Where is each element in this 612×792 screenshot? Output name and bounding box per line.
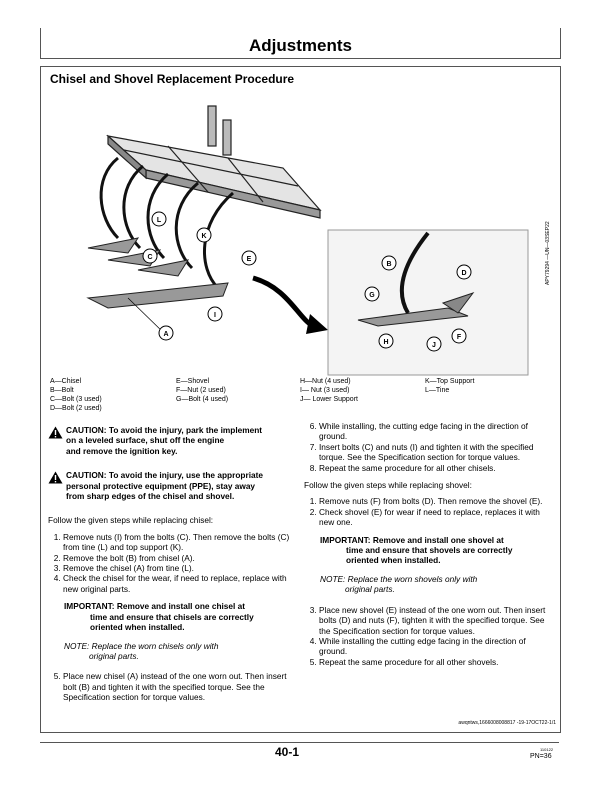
- footer-divider: [40, 742, 559, 743]
- shovel-steps: [304, 496, 550, 527]
- chisel-steps: [48, 532, 293, 594]
- list-item: 2. Check shovel (E) for wear if need to replace, replaces it with new one.: [319, 507, 550, 528]
- page-number: 40-1: [275, 745, 300, 759]
- list-item: 3. Place new shovel (E) instead of the one worn out. Then insert bolts (D) and nuts (F), tighten it with the specified torque. See the Specification section for torque values.: [319, 605, 550, 636]
- warning-icon: [48, 471, 63, 484]
- list-item: 2. Remove the bolt (B) from chisel (A).: [63, 553, 293, 563]
- list-item: 1. Remove nuts (I) from the bolts (C). Then remove the bolts (C) from tine (L) and top support (K).: [63, 532, 293, 553]
- list-item: 5. Repeat the same procedure for all other shovels.: [319, 657, 550, 667]
- cultivator-illustration: [48, 98, 538, 378]
- shovel-steps-continued: [304, 605, 550, 667]
- chisel-step-5: [48, 671, 293, 702]
- svg-text:J: J: [432, 342, 436, 349]
- figure-id: APY79294 —UN—03SEP22: [545, 221, 551, 285]
- section-title: Chisel and Shovel Replacement Procedure: [50, 72, 295, 86]
- legend-col-1: A—Chisel B—Bolt C—Bolt (3 used) D—Bolt (2 used): [50, 378, 102, 412]
- svg-text:A: A: [163, 331, 169, 338]
- svg-text:F: F: [456, 334, 462, 341]
- chisel-steps-continued: [304, 421, 550, 473]
- list-item: 4. While installing the cutting edge facing in the direction of ground.: [319, 636, 550, 657]
- svg-text:B: B: [386, 261, 392, 268]
- document-code: awqntws,1666008008817 -19-17OCT22-1/1: [458, 720, 556, 726]
- svg-text:H: H: [383, 339, 389, 346]
- list-item: 7. Insert bolts (C) and nuts (I) and tighten it with the specified torque. See the Specification section for torque values.: [319, 442, 550, 463]
- detail-arrow: [253, 278, 313, 326]
- detail-box: [328, 230, 528, 375]
- chisel-intro: Follow the given steps while replacing chisel:: [48, 515, 214, 526]
- list-item: 3. Remove the chisel (A) from tine (L).: [63, 563, 293, 573]
- cultivator-frame-drawing: [108, 106, 320, 218]
- title-box: [40, 28, 561, 59]
- left-column: [48, 425, 293, 710]
- svg-text:I: I: [214, 312, 216, 319]
- pn-number: PN=36: [530, 753, 552, 760]
- caution-block-1: CAUTION: To avoid the injury, park the implement on a leveled surface, shut off the engine and remove the ignition key.: [48, 425, 293, 456]
- shovel-note: NOTE: Replace the worn shovels only with original parts.: [320, 573, 478, 595]
- legend-col-4: K—Top Support L—Tine: [425, 378, 475, 394]
- chisel-note: NOTE: Replace the worn chisels only with original parts.: [64, 640, 219, 661]
- footer-small-code: 110122: [540, 747, 554, 752]
- caution-block-2: CAUTION: To avoid the injury, use the appropriate personal protective equipment (PPE), stay away from sharp edges of the chisel and shovel.: [48, 470, 293, 501]
- list-item: 6. While installing, the cutting edge facing in the direction of ground.: [319, 421, 550, 442]
- svg-text:G: G: [369, 292, 375, 299]
- shovel-important: IMPORTANT: Remove and install one shovel at time and ensure that shovels are correctly oriented when installed.: [320, 534, 513, 566]
- svg-text:D: D: [461, 270, 467, 277]
- legend-col-3: H—Nut (4 used) I— Nut (3 used) J— Lower Support: [300, 378, 358, 403]
- svg-text:C: C: [147, 254, 153, 261]
- list-item: 1. Remove nuts (F) from bolts (D). Then remove the shovel (E).: [319, 496, 550, 506]
- svg-text:E: E: [246, 256, 252, 263]
- right-column: [304, 421, 550, 674]
- legend-col-2: E—Shovel F—Nut (2 used) G—Bolt (4 used): [176, 378, 229, 403]
- shovel-intro: Follow the given steps while replacing shovel:: [304, 480, 472, 491]
- svg-text:L: L: [156, 217, 162, 224]
- list-item: 5. Place new chisel (A) instead of the one worn out. Then insert bolt (B) and tighten it with the specified torque. See the Specification section for torque values.: [63, 671, 293, 702]
- warning-icon: [48, 426, 63, 439]
- list-item: 8. Repeat the same procedure for all other chisels.: [319, 463, 550, 473]
- chisel-important: IMPORTANT: Remove and install one chisel at time and ensure that chisels are correctly oriented when installed.: [64, 601, 254, 633]
- svg-text:K: K: [201, 233, 207, 240]
- page-title: Adjustments: [249, 36, 352, 55]
- list-item: 4. Check the chisel for the wear, if need to replace, replace with new original parts.: [63, 573, 293, 594]
